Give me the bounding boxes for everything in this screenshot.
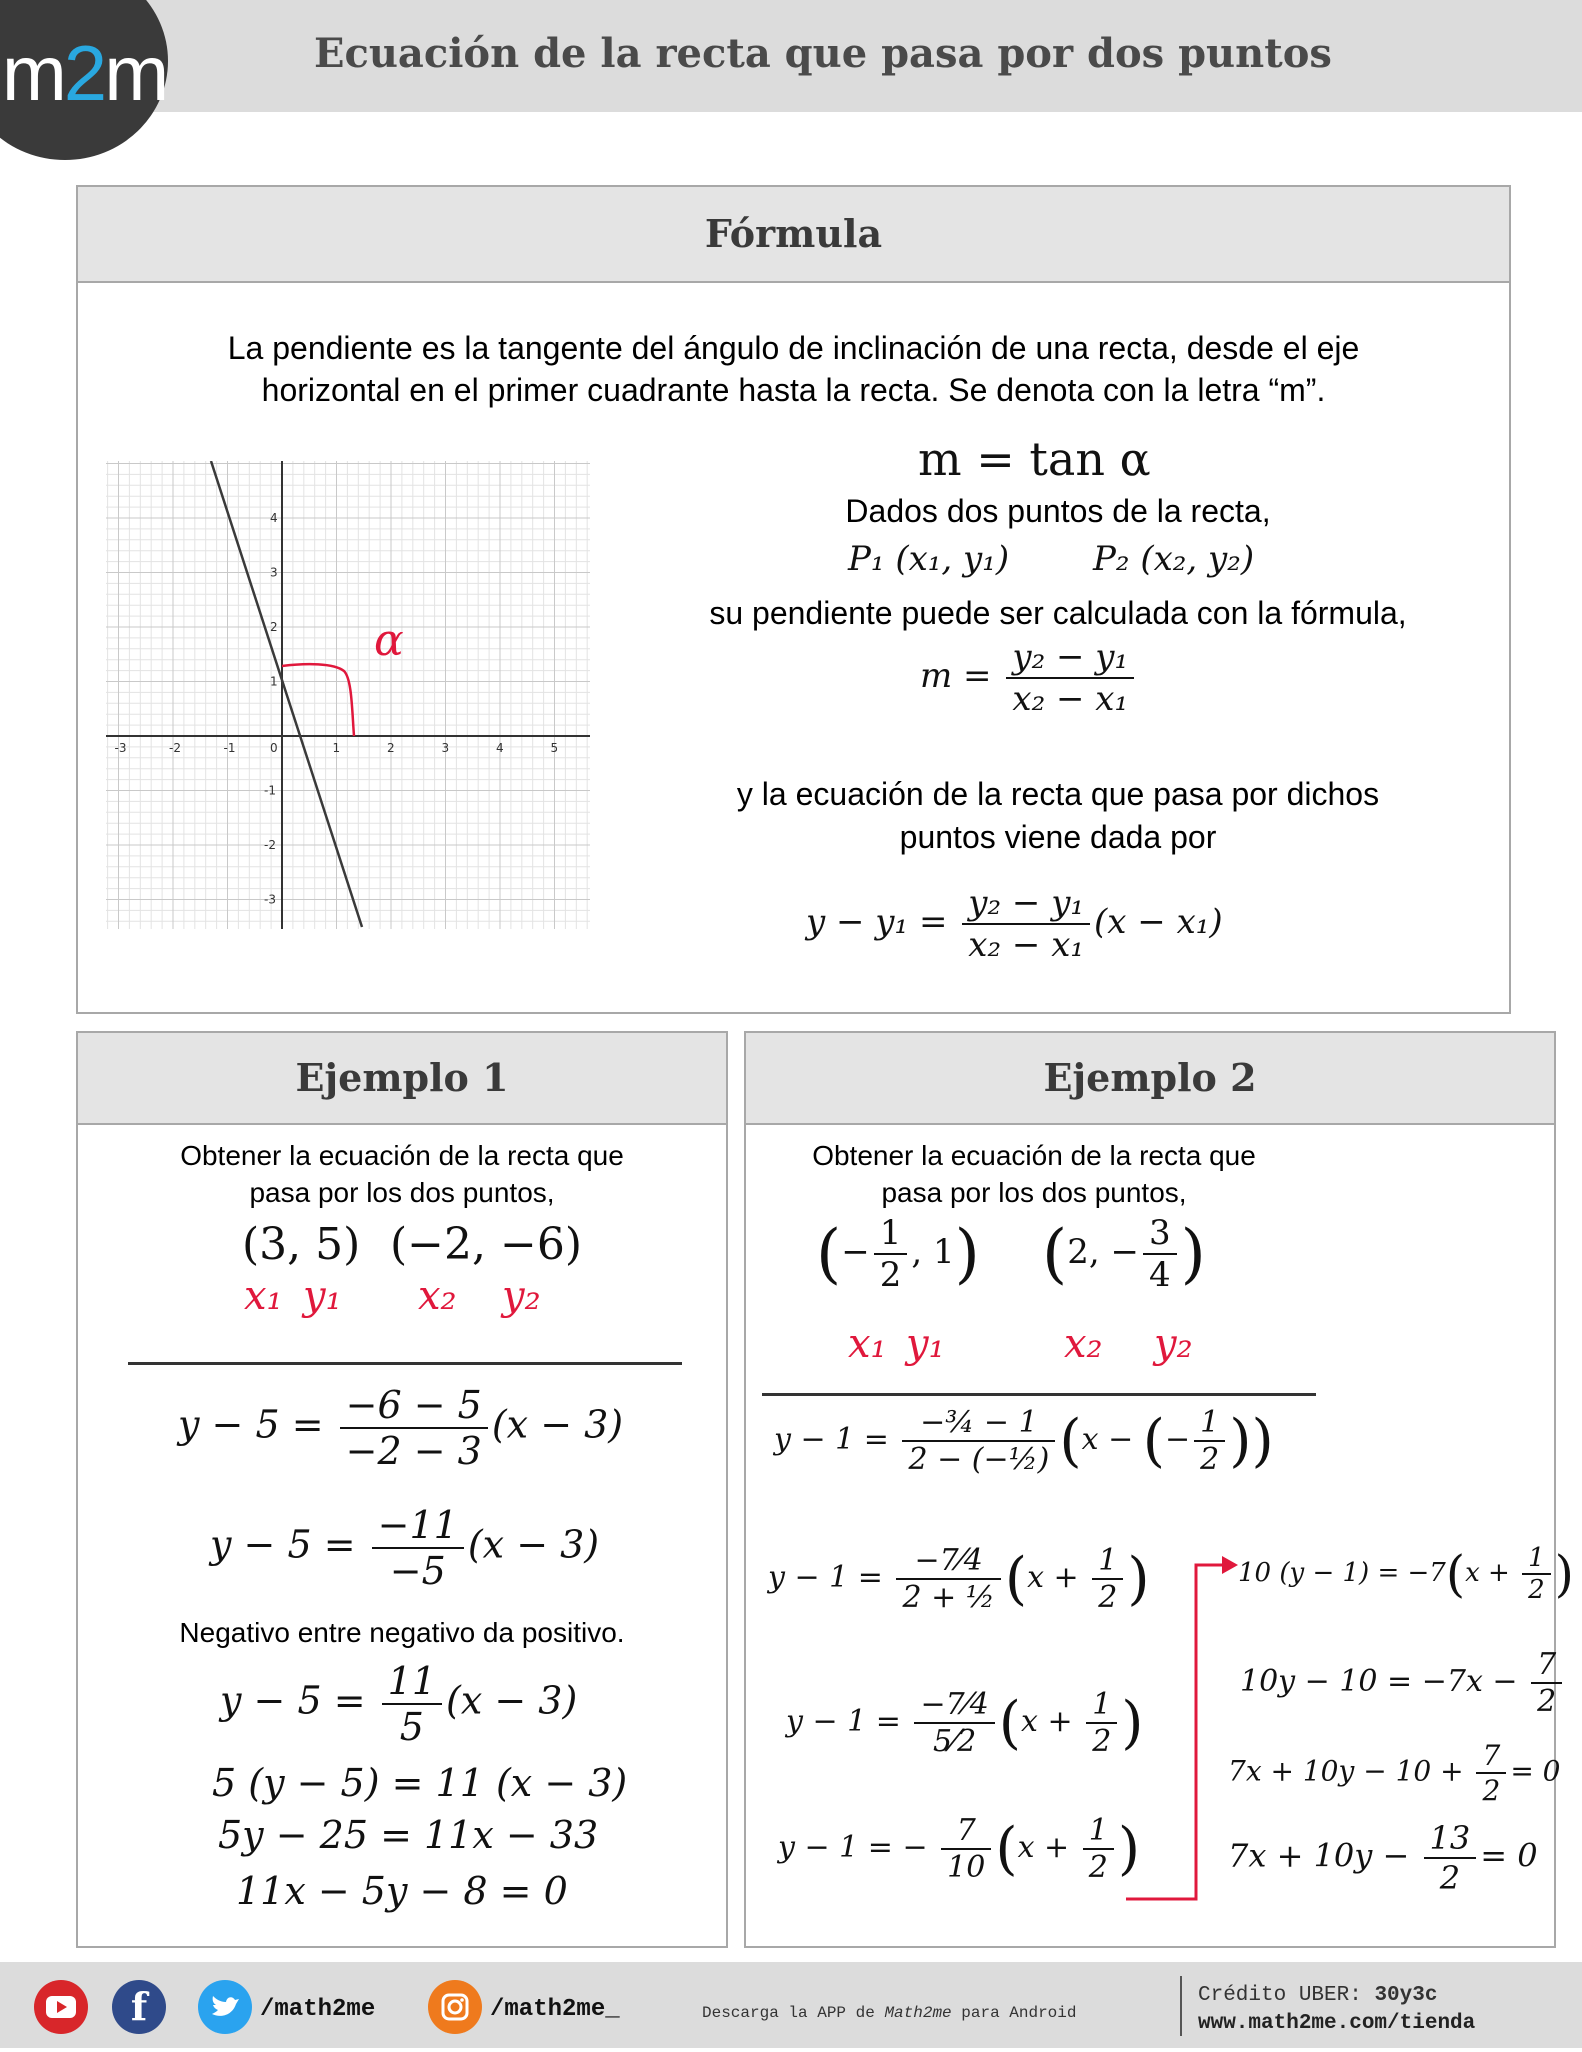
twitter-icon[interactable] xyxy=(198,1980,252,2034)
logo-text: m2m xyxy=(1,29,167,117)
ejemplo1-prompt: Obtener la ecuación de la recta que pasa por los dos puntos, xyxy=(180,1140,624,1208)
x-tick-label: 1 xyxy=(332,741,341,755)
youtube-icon[interactable] xyxy=(34,1980,88,2034)
ejemplo2-heading: Ejemplo 2 xyxy=(746,1033,1554,1125)
ejemplo2-divider xyxy=(762,1393,1316,1396)
ejemplo2-label-y1: y₁ xyxy=(906,1321,945,1367)
ejemplo1-heading: Ejemplo 1 xyxy=(78,1033,726,1125)
y-tick-label: 2 xyxy=(270,620,278,634)
ejemplo1-point1: (3, 5) xyxy=(242,1219,361,1270)
line-eq-text: y la ecuación de la recta que pasa por dichos puntos viene dada por xyxy=(736,776,1380,855)
y-tick-label: -2 xyxy=(264,838,276,852)
ejemplo2-step4: y − 1 = − $\frac{7}{10}$ (x + $\frac{1}{2}$ ) xyxy=(778,1813,1141,1885)
line-equation: y − y₁ = $\frac{\text{y₂ − y₁}}{\text{x₂ − x₁}}$ (x − x₁) xyxy=(806,883,1223,965)
point-p2: P₂ (x₂, y₂) xyxy=(1093,539,1255,579)
graph-grid-minor xyxy=(106,461,590,929)
formula-panel xyxy=(76,185,1511,1014)
formula-intro: La pendiente es la tangente del ángulo de inclinación de una recta, desde el eje horizontal en el primer cuadrante hasta la recta. Se denota con la letra “m”. xyxy=(227,330,1360,408)
ejemplo1-step4: 5 (y − 5) = 11 (x − 3) xyxy=(212,1761,628,1805)
ejemplo2-result1: 10 (y − 1) = −7(x + $\frac{1}{2}$ ) xyxy=(1238,1543,1574,1605)
ejemplo1-step3: y − 5 = $\frac{11}{5}$ (x − 3) xyxy=(220,1659,578,1749)
instagram-handle[interactable]: /math2me_ xyxy=(490,1996,620,2023)
ejemplo1-step2: y − 5 = $\frac{-11}{-5}$ (x − 3) xyxy=(210,1503,600,1593)
point-p1: P₁ (x₁, y₁) xyxy=(848,539,1010,579)
m-tan-eq: m = tan α xyxy=(918,432,1151,486)
x-tick-labels xyxy=(115,741,559,755)
y-tick-label: -3 xyxy=(264,892,276,907)
ejemplo1-divider xyxy=(128,1362,682,1365)
x-tick-label: 4 xyxy=(496,741,504,755)
x-tick-label: 2 xyxy=(387,741,395,755)
ejemplo2-point2: (2, − $\frac{3}{4}$ ) xyxy=(1042,1213,1206,1295)
uber-credit: Crédito UBER: 30y3c xyxy=(1198,1984,1438,2007)
ejemplo1-note: Negativo entre negativo da positivo. xyxy=(179,1617,625,1648)
given-points-text: Dados dos puntos de la recta, xyxy=(845,493,1271,529)
page-title: Ecuación de la recta que pasa por dos puntos xyxy=(314,30,1332,77)
slope-text: su pendiente puede ser calculada con la fórmula, xyxy=(709,595,1407,631)
graph-grid-major xyxy=(106,461,590,929)
ejemplo2-label-y2: y₂ xyxy=(1154,1321,1193,1367)
x-tick-label: 5 xyxy=(550,741,559,755)
ejemplo2-prompt: Obtener la ecuación de la recta que pasa por los dos puntos, xyxy=(812,1140,1256,1208)
ejemplo1-label-x1: x₁ xyxy=(244,1273,283,1319)
footer-app-text[interactable]: Descarga la APP de Math2me para Android xyxy=(702,2004,1077,2022)
ejemplo1-step5: 5y − 25 = 11x − 33 xyxy=(218,1813,599,1857)
twitter-handle[interactable]: /math2me xyxy=(260,1996,376,2023)
y-tick-label: 3 xyxy=(270,565,278,580)
slope-formula: m = $\frac{\text{y₂ − y₁}}{\text{x₂ − x₁}}$ xyxy=(920,637,1138,719)
x-tick-label: 0 xyxy=(270,741,278,755)
ejemplo1-label-x2: x₂ xyxy=(418,1273,457,1319)
y-tick-label: -1 xyxy=(264,783,276,798)
ejemplo2-point1: (− $\frac{1}{2}$ , 1) xyxy=(816,1213,980,1295)
ejemplo2-step1: y − 1 = $\frac{\text{−¾ − 1}}{\text{2 − (−½)}}$ (x − (− $\frac{1}{2}$ )) xyxy=(774,1405,1274,1477)
ejemplo1-step6: 11x − 5y − 8 = 0 xyxy=(236,1869,568,1913)
x-tick-label: -3 xyxy=(114,741,127,755)
store-link[interactable]: www.math2me.com/tienda xyxy=(1198,2012,1476,2035)
ejemplo1-label-y2: y₂ xyxy=(502,1273,541,1319)
ejemplo2-label-x2: x₂ xyxy=(1064,1321,1103,1367)
ejemplo2-result3: 7x + 10y − 10 + $\frac{7}{2}$ = 0 xyxy=(1228,1739,1561,1807)
footer-divider xyxy=(1180,1976,1182,2036)
ejemplo1-point2: (−2, −6) xyxy=(390,1219,583,1270)
ejemplo2-step2: y − 1 = $\frac{-7⁄4}{\text{2 + ½}}$ (x + $\frac{1}{2}$ ) xyxy=(768,1543,1150,1615)
ejemplo2-result2: 10y − 10 = −7x − $\frac{7}{2}$ xyxy=(1240,1647,1566,1719)
ejemplo1-panel xyxy=(76,1031,728,1948)
ejemplo1-step1: y − 5 = $\frac{-6 - 5}{-2 - 3}$ (x − 3) xyxy=(178,1383,624,1473)
y-tick-label: 4 xyxy=(270,511,278,525)
formula-heading: Fórmula xyxy=(78,187,1509,283)
angle-label: α xyxy=(374,615,404,666)
facebook-icon[interactable]: f xyxy=(112,1980,166,2034)
instagram-icon[interactable] xyxy=(428,1980,482,2034)
ejemplo2-step3: y − 1 = $\frac{-7⁄4}{5⁄2}$ (x + $\frac{1}{2}$ ) xyxy=(786,1687,1144,1759)
ejemplo2-label-x1: x₁ xyxy=(848,1321,887,1367)
x-tick-label: -1 xyxy=(223,741,236,755)
x-tick-label: 3 xyxy=(441,741,450,755)
y-tick-label: 1 xyxy=(270,674,278,689)
ejemplo2-result4: 7x + 10y − $\frac{13}{2}$ = 0 xyxy=(1228,1819,1538,1897)
ejemplo2-panel xyxy=(744,1031,1574,1948)
graph-line xyxy=(211,461,362,927)
x-tick-label: -2 xyxy=(169,741,181,755)
slope-graph xyxy=(106,461,590,929)
ejemplo1-label-y1: y₁ xyxy=(303,1273,342,1319)
